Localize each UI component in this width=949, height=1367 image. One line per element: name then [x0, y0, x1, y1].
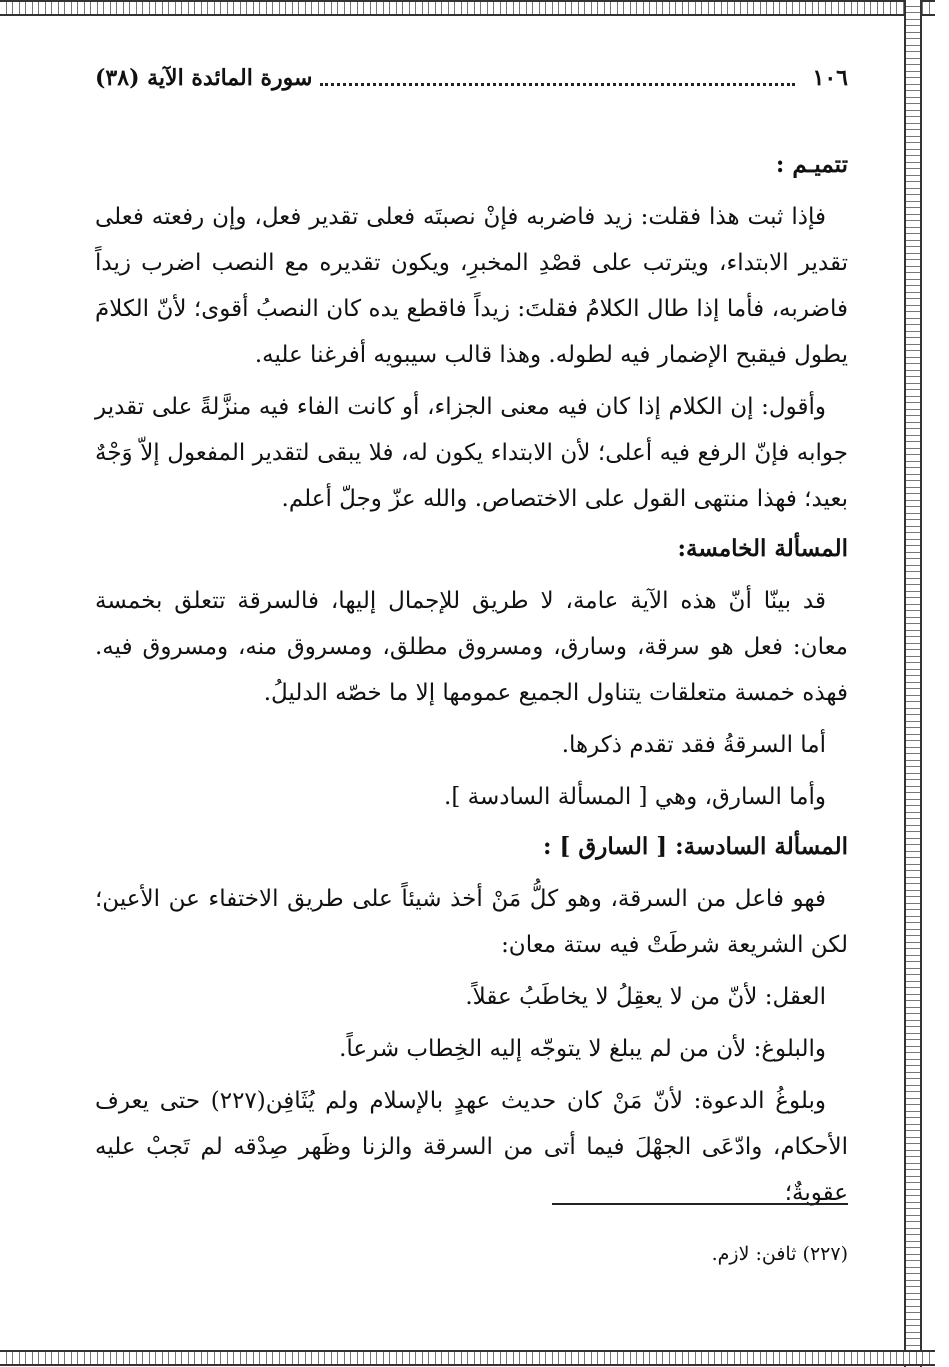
- running-header: [95, 62, 848, 94]
- footnote-separator: [552, 1203, 848, 1205]
- paragraph: وأقول: إن الكلام إذا كان فيه معنى الجزاء، أو كانت الفاء فيه منزَّلةً على تقدير جوابه فإنّ الرفع فيه أعلى؛ لأن الابتداء يكون له، فلا يبقى لتقدير المفعول إلاّ وَجْهٌ بعيد؛ فهذا منتهى القول على الاختصاص. والله عزّ وجلّ أعلم.: [95, 394, 848, 512]
- section-heading: المسألة السادسة: [ السارق ] :: [543, 833, 848, 860]
- section-heading: تتميـم :: [775, 151, 848, 178]
- top-ornamental-border: [0, 0, 935, 16]
- paragraph: أما السرقةُ فقد تقدم ذكرها.: [561, 732, 826, 758]
- running-title: سورة المائدة الآية (٣٨): [95, 65, 313, 91]
- paragraph: قد بينّا أنّ هذه الآية عامة، لا طريق للإجمال إليها، فالسرقة تتعلق بخمسة معان: فعل هو سرقة، وسارق، ومسروق مطلق، ومسروق منه، ومسروق فيه. فهذه خمسة متعلقات يتناول الجميع عمومها إلا ما خصّه الدليلُ.: [95, 588, 848, 706]
- paragraph: فإذا ثبت هذا فقلت: زيد فاضربه فإنْ نصبتَه فعلى تقدير فعل، وإن رفعته فعلى تقدير الابتداء، ويترتب على قصْدِ المخبرِ، ويكون تقديره مع النصب اضرب زيداً فاضربه، فأما إذا طال الكلامُ فقلتَ: زيداً فاقطع يده كان النصبُ أقوى؛ لأنّ الكلامَ يطول فيقبح الإضمار فيه لطوله. وهذا قالب سيبويه أفرغنا عليه.: [95, 204, 848, 368]
- footnote: [95, 1243, 848, 1265]
- page-body: [95, 138, 848, 1222]
- page-number: ١٠٦: [812, 65, 848, 91]
- footnote-number: (٢٢٧): [802, 1243, 848, 1265]
- paragraph: وبلوغُ الدعوة: لأنّ مَنْ كان حديث عهدٍ بالإسلام ولم يُثَافِن(٢٢٧) حتى يعرف الأحكام، وادّعَى الجهْلَ فيما أتى من السرقة والزنا وظَهر صِدْقه لم تَجبْ عليه عقوبةٌ؛: [95, 1088, 848, 1206]
- paragraph: فهو فاعل من السرقة، وهو كلُّ مَنْ أخذ شيئاً على طريق الاختفاء عن الأعين؛ لكن الشريعة شرطَتْ فيه ستة معان:: [95, 886, 848, 958]
- paragraph: والبلوغ: لأن من لم يبلغ لا يتوجّه إليه الخِطاب شرعاً.: [339, 1036, 826, 1062]
- bottom-ornamental-border: [0, 1350, 935, 1366]
- header-leader-dots: [320, 71, 794, 86]
- paragraph: وأما السارق، وهي [ المسألة السادسة ].: [444, 784, 826, 810]
- right-ornamental-border: [904, 0, 922, 1367]
- footnote-text: ثافن: لازم.: [711, 1243, 797, 1265]
- section-heading: المسألة الخامسة:: [677, 535, 848, 562]
- paragraph: العقل: لأنّ من لا يعقِلُ لا يخاطَبُ عقلاً.: [465, 984, 826, 1010]
